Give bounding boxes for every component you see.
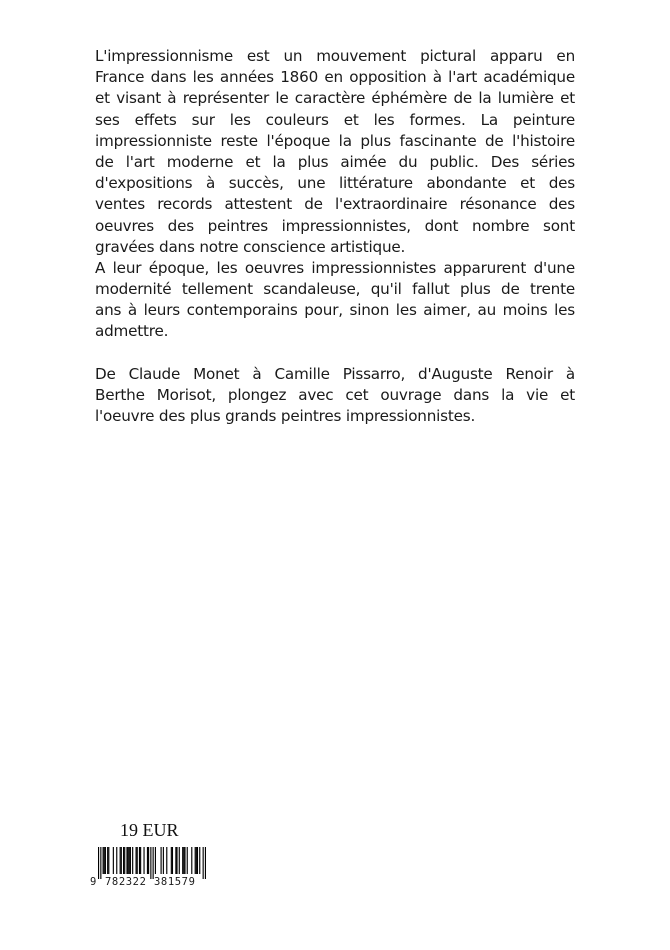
barcode-bar xyxy=(197,847,198,874)
barcode-bar xyxy=(196,847,197,874)
barcode-bar xyxy=(108,847,109,874)
barcode-bar xyxy=(103,847,104,874)
barcode-bar xyxy=(150,847,151,879)
barcode-bar xyxy=(163,847,164,874)
text-line: l'oeuvre des plus grands peintres impressionnistes. xyxy=(95,407,476,426)
barcode-bar xyxy=(137,847,138,874)
barcode-bar xyxy=(176,847,177,874)
text-line: A leur époque, les oeuvres impressionnistes apparurent d'une xyxy=(95,258,575,277)
barcode-bar xyxy=(172,847,173,874)
paragraph-gap xyxy=(95,343,575,364)
barcode-bar xyxy=(143,847,144,874)
text-line: France dans les années 1860 en opposition à l'art académique xyxy=(95,68,575,87)
barcode-bar xyxy=(147,847,148,874)
text-line: et visant à représenter le caractère éphémère de la lumière et xyxy=(95,89,575,108)
barcode-bar xyxy=(187,847,188,874)
barcode-bar xyxy=(140,847,141,874)
text-line: d'expositions à succès, une littérature abondante et des xyxy=(95,174,575,193)
barcode-bar xyxy=(116,847,117,874)
isbn-barcode xyxy=(90,847,215,892)
barcode-bar xyxy=(183,847,184,874)
barcode-bar xyxy=(128,847,129,874)
barcode-bar xyxy=(182,847,183,874)
barcode-right-digits: 381579 xyxy=(154,876,196,888)
barcode-bar xyxy=(155,847,156,874)
barcode-bar xyxy=(132,847,133,874)
barcode-bar xyxy=(130,847,131,874)
text-line: gravées dans notre conscience artistique. xyxy=(95,237,406,256)
text-line: modernité tellement scandaleuse, qu'il fallut plus de trente xyxy=(95,280,575,299)
barcode-bar xyxy=(129,847,130,874)
barcode-bar xyxy=(179,847,180,874)
paragraph xyxy=(95,46,575,258)
barcode-bar xyxy=(100,847,101,879)
barcode-bar xyxy=(104,847,105,874)
barcode-bar xyxy=(121,847,122,874)
text-line: ventes records attestent de l'extraordinaire résonance des xyxy=(95,195,575,214)
barcode-bar xyxy=(124,847,125,874)
barcode-bar xyxy=(199,847,200,874)
barcode-bar xyxy=(195,847,196,874)
barcode-bar xyxy=(126,847,127,874)
text-line: ans à leurs contemporains pour, sinon les aimer, au moins les xyxy=(95,301,575,320)
barcode-bar xyxy=(161,847,162,874)
barcode-bar xyxy=(139,847,140,874)
text-line: Berthe Morisot, plongez avec cet ouvrage dans la vie et xyxy=(95,386,575,404)
barcode-bar xyxy=(107,847,108,874)
barcode-left-digits: 782322 xyxy=(105,876,147,888)
barcode-bar xyxy=(153,847,154,879)
barcode-bar xyxy=(105,847,106,874)
paragraph xyxy=(95,258,575,343)
barcode-bar xyxy=(123,847,124,874)
barcode-bar xyxy=(171,847,172,874)
text-line: ses effets sur les couleurs et les formes. La peinture xyxy=(95,110,575,129)
text-line: L'impressionnisme est un mouvement pictural apparu en xyxy=(95,47,575,65)
text-line: de l'art moderne et la plus aimée du public. Des séries xyxy=(95,152,575,171)
back-cover-text xyxy=(95,46,575,427)
barcode-bar xyxy=(203,847,204,879)
barcode-bar xyxy=(120,847,121,874)
text-line: impressionniste reste l'époque la plus fascinante de l'histoire xyxy=(95,131,575,150)
barcode-bar xyxy=(166,847,167,874)
text-line: oeuvres des peintres impressionnistes, dont nombre sont xyxy=(95,216,575,235)
barcode-bar xyxy=(113,847,114,874)
paragraph xyxy=(95,364,575,428)
barcode-bar xyxy=(98,847,99,879)
barcode-bar xyxy=(184,847,185,874)
barcode-bar xyxy=(205,847,206,879)
barcode-bar xyxy=(191,847,192,874)
barcode-bar xyxy=(136,847,137,874)
barcode-bar xyxy=(148,847,149,874)
barcode-first-digit: 9 xyxy=(90,876,97,888)
barcode-bars xyxy=(98,847,206,879)
barcode-bar xyxy=(175,847,176,874)
price-label: 19 EUR xyxy=(120,820,179,840)
text-line: admettre. xyxy=(95,322,169,341)
text-line: De Claude Monet à Camille Pissarro, d'Auguste Renoir à xyxy=(95,364,575,383)
